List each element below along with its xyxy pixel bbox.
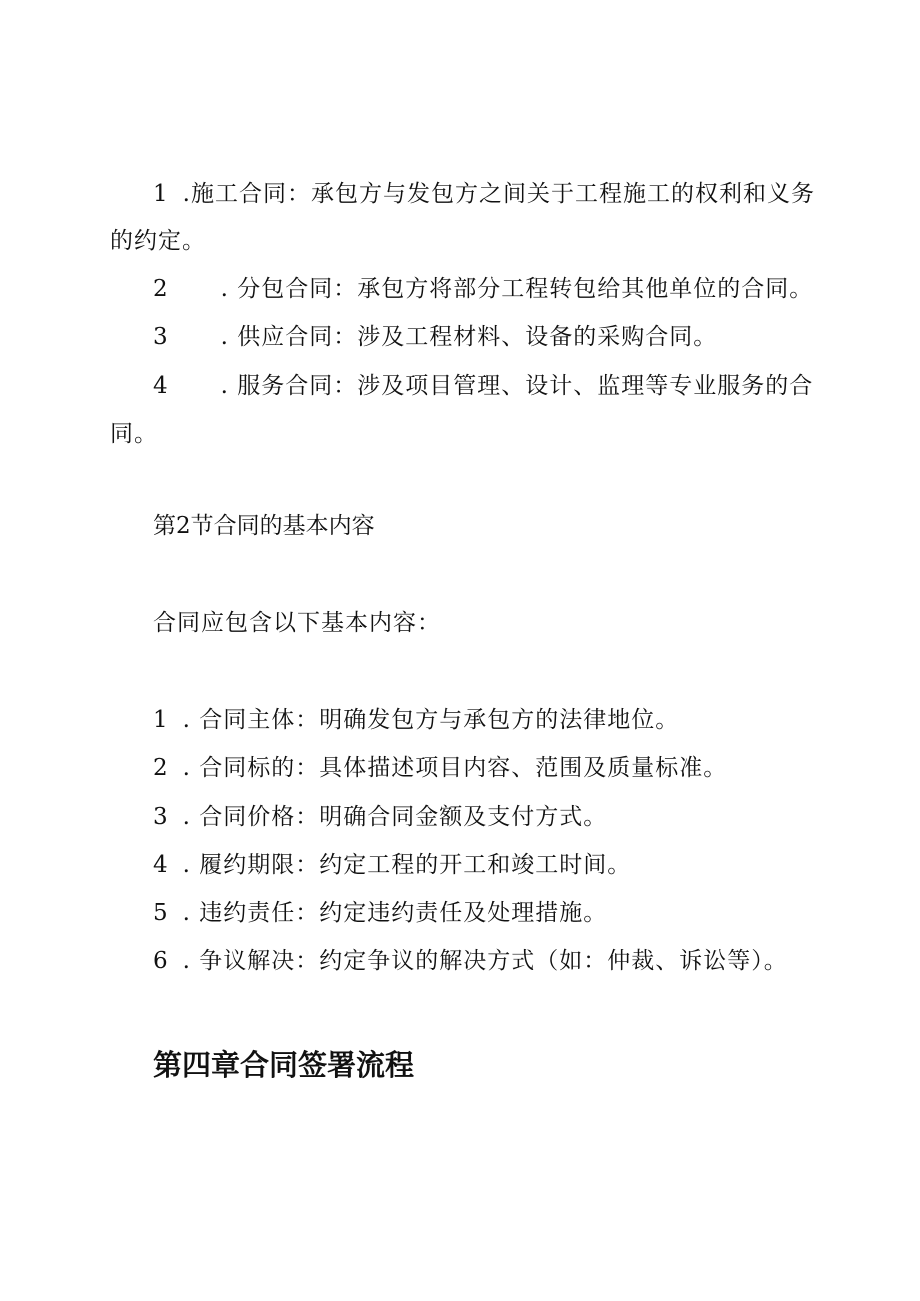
item-text: . 履约期限：约定工程的开工和竣工时间。 xyxy=(182,852,632,878)
item-number: 4 xyxy=(153,373,169,399)
item-number: 6 xyxy=(153,948,169,974)
list-item xyxy=(153,322,717,352)
item-text: . 合同主体：明确发包方与承包方的法律地位。 xyxy=(182,707,680,733)
item-text: . 供应合同：涉及工程材料、设备的采购合同。 xyxy=(220,324,718,350)
section-title: 第2节合同的基本内容 xyxy=(153,513,375,539)
list-item xyxy=(153,179,815,209)
list-item-continuation: 的约定。 xyxy=(110,228,206,254)
item-number: 2 xyxy=(153,755,169,781)
section-intro: 合同应包含以下基本内容： xyxy=(153,610,441,636)
item-number: 4 xyxy=(153,852,169,878)
item-number: 1 xyxy=(153,707,169,733)
list-item-continuation: 同。 xyxy=(110,421,158,447)
list-item xyxy=(153,802,607,832)
list-item xyxy=(153,898,607,928)
list-item xyxy=(153,850,631,880)
list-item xyxy=(153,705,679,735)
item-text: . 合同价格：明确合同金额及支付方式。 xyxy=(182,804,608,830)
item-number: 3 xyxy=(153,324,169,350)
list-item xyxy=(153,946,788,976)
list-item xyxy=(153,753,727,783)
item-text: . 违约责任：约定违约责任及处理措施。 xyxy=(182,900,608,926)
list-item xyxy=(153,371,813,401)
item-text: . 服务合同：涉及项目管理、设计、监理等专业服务的合 xyxy=(220,373,814,399)
chapter-title: 第四章合同签署流程 xyxy=(153,1048,415,1082)
item-text: . 争议解决：约定争议的解决方式（如：仲裁、诉讼等）。 xyxy=(182,948,788,974)
item-text: .施工合同：承包方与发包方之间关于工程施工的权利和义务 xyxy=(182,181,815,207)
item-number: 3 xyxy=(153,804,169,830)
item-number: 5 xyxy=(153,900,169,926)
item-text: . 分包合同：承包方将部分工程转包给其他单位的合同。 xyxy=(220,276,814,302)
item-text: . 合同标的：具体描述项目内容、范围及质量标准。 xyxy=(182,755,728,781)
item-number: 1 xyxy=(153,181,169,207)
list-item xyxy=(153,274,813,304)
item-number: 2 xyxy=(153,276,169,302)
